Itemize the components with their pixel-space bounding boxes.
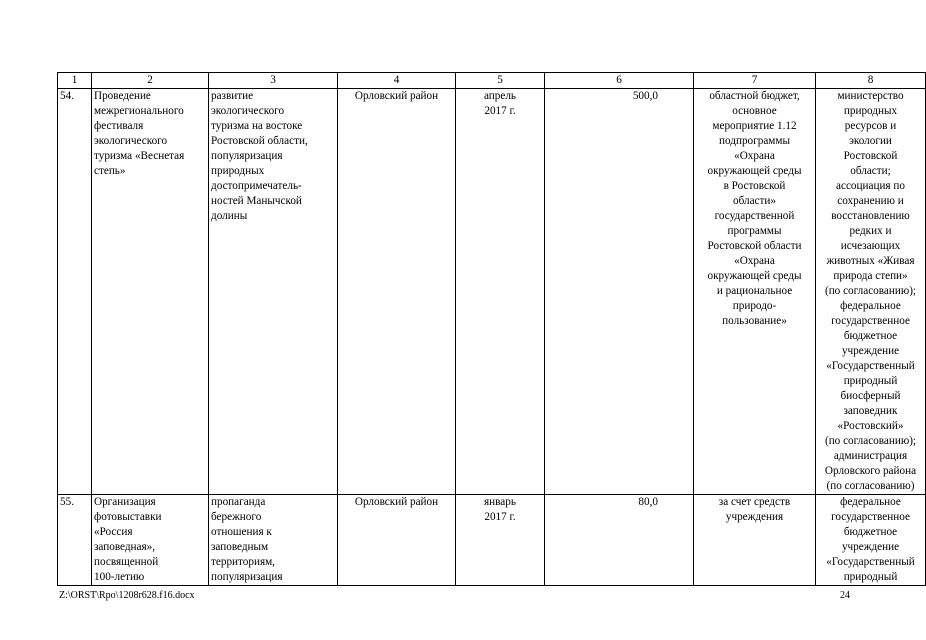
text-line: бережного (211, 511, 262, 523)
text-line: ностей Манычской (211, 195, 302, 207)
text-line: животных «Живая (826, 255, 915, 267)
responsible-executors (816, 89, 926, 495)
text-line: Организация (94, 496, 156, 508)
text-line: отношения к (211, 526, 272, 538)
text-line: природа степи» (833, 270, 908, 282)
text-line: федеральное (840, 496, 901, 508)
column-number: 4 (338, 73, 456, 89)
text-line: редких и (849, 225, 892, 237)
text-line: январь (484, 496, 516, 508)
text-line: 100-летию (94, 571, 145, 583)
funding-amount: 500,0 (545, 89, 694, 495)
text-line: природный (843, 571, 898, 583)
text-line: природных (843, 105, 898, 117)
text-line: достопримечатель- (211, 180, 302, 192)
text-line: области» (733, 195, 776, 207)
text-line: межрегионального (94, 105, 184, 117)
text-line: фестиваля (94, 120, 144, 132)
row-number: 55. (58, 495, 92, 586)
text-line: государственное (831, 315, 910, 327)
text-line: долины (211, 210, 248, 222)
event-name (92, 495, 209, 586)
text-line: администрация (833, 450, 908, 462)
text-line: Ростовской области, (211, 135, 308, 147)
text-line: бюджетное (843, 330, 898, 342)
text-line: окружающей среды (707, 270, 802, 282)
text-line: экологического (211, 105, 285, 117)
event-place: Орловский район (338, 89, 456, 495)
row-number: 54. (58, 89, 92, 495)
text-line: Ростовской области (707, 240, 802, 252)
text-line: основное (732, 105, 777, 117)
text-line: сохранению и (837, 195, 904, 207)
funding-source (694, 495, 816, 586)
column-number-row (58, 73, 926, 89)
text-line: за счет средств (718, 496, 791, 508)
text-line: министерство (837, 90, 904, 102)
text-line: ресурсов и (844, 120, 897, 132)
text-line: «Государственный (826, 360, 915, 372)
text-line: туризма на востоке (211, 120, 303, 132)
text-line: мероприятие 1.12 (712, 120, 797, 132)
text-line: заповедная», (94, 541, 156, 553)
page-number: 24 (840, 590, 850, 601)
text-line: 2017 г. (484, 105, 516, 117)
text-line: подпрограммы (719, 135, 790, 147)
text-line: (по согласованию); (824, 435, 917, 447)
event-place: Орловский район (338, 495, 456, 586)
document-table-region (57, 72, 917, 586)
text-line: и рациональное (716, 285, 793, 297)
text-line: посвященной (94, 556, 159, 568)
text-line: «Ростовский» (837, 420, 904, 432)
text-line: программы (727, 225, 782, 237)
text-line: экологического (94, 135, 168, 147)
text-line: окружающей среды (707, 165, 802, 177)
text-line: учреждения (725, 511, 784, 523)
text-line: Орловского района (824, 465, 917, 477)
text-line: популяризация (211, 571, 283, 583)
text-line: государственной (714, 210, 795, 222)
text-line: (по согласованию); (824, 285, 917, 297)
text-line: природо- (732, 300, 777, 312)
text-line: восстановлению (831, 210, 910, 222)
text-line: 2017 г. (484, 511, 516, 523)
text-line: федеральное (840, 300, 901, 312)
column-number: 6 (545, 73, 694, 89)
text-line: «Охрана (734, 150, 775, 162)
column-number: 2 (92, 73, 209, 89)
text-line: ассоциация по (836, 180, 905, 192)
event-name (92, 89, 209, 495)
text-line: учреждение (841, 541, 900, 553)
text-line: пользование» (722, 315, 787, 327)
text-line: Ростовской (843, 150, 898, 162)
text-line: туризма «Веснетая (94, 150, 185, 162)
text-line: исчезающих (840, 240, 901, 252)
text-line: Проведение (94, 90, 151, 102)
column-number: 3 (209, 73, 338, 89)
column-number: 7 (694, 73, 816, 89)
event-date (456, 495, 545, 586)
column-number: 1 (58, 73, 92, 89)
column-number: 8 (816, 73, 926, 89)
text-line: государственное (831, 511, 910, 523)
text-line: природных (211, 165, 265, 177)
text-line: области; (850, 165, 891, 177)
text-line: популяризация (211, 150, 283, 162)
text-line: учреждение (841, 345, 900, 357)
event-purpose (209, 495, 338, 586)
text-line: биосферный (840, 390, 901, 402)
text-line: (по согласованию) (826, 480, 915, 492)
text-line: степь» (94, 165, 126, 177)
event-date (456, 89, 545, 495)
events-table (57, 72, 926, 586)
text-line: развитие (211, 90, 254, 102)
text-line: заповедным (211, 541, 269, 553)
text-line: в Ростовской (723, 180, 786, 192)
text-line: заповедник (843, 405, 898, 417)
text-line: территориям, (211, 556, 275, 568)
text-line: «Государственный (826, 556, 915, 568)
text-line: бюджетное (843, 526, 898, 538)
column-number: 5 (456, 73, 545, 89)
text-line: экологии (849, 135, 892, 147)
table-row (58, 495, 926, 586)
text-line: областной бюджет, (709, 90, 800, 102)
text-line: пропаганда (211, 496, 266, 508)
text-line: фотовыставки (94, 511, 162, 523)
file-path: Z:\ORST\Rpo\1208r628.f16.docx (59, 590, 195, 601)
text-line: апрель (483, 90, 517, 102)
responsible-executors (816, 495, 926, 586)
event-purpose (209, 89, 338, 495)
text-line: «Россия (94, 526, 133, 538)
text-line: «Охрана (734, 255, 775, 267)
funding-amount: 80,0 (545, 495, 694, 586)
funding-source (694, 89, 816, 495)
text-line: природный (843, 375, 898, 387)
table-row (58, 89, 926, 495)
